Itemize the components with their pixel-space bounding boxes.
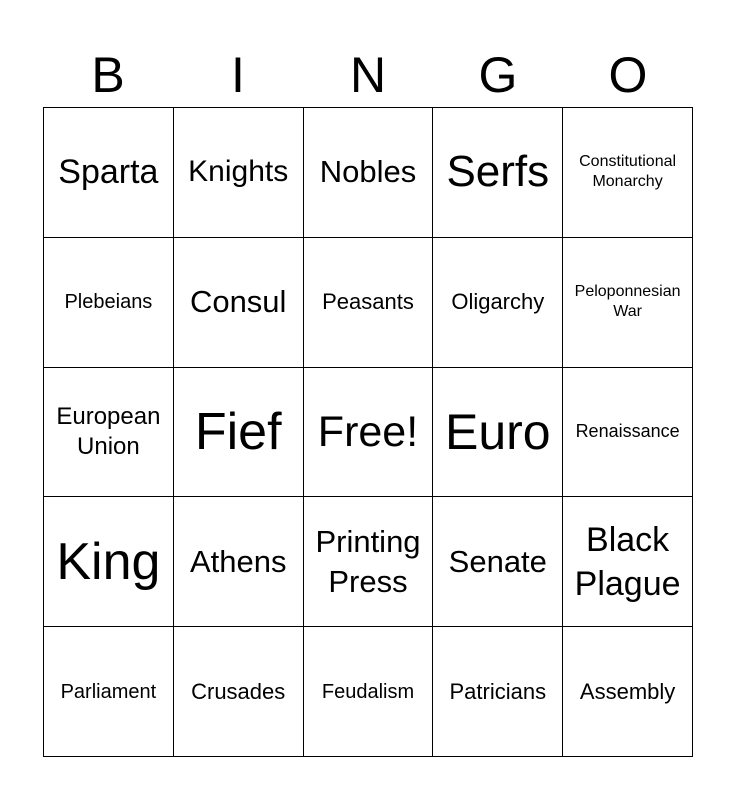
bingo-cell xyxy=(563,108,693,238)
cell-label: Euro xyxy=(444,403,551,460)
bingo-cell xyxy=(304,238,434,368)
cell-label: Plebeians xyxy=(64,291,153,314)
cell-label: Crusades xyxy=(191,678,286,704)
bingo-cell xyxy=(44,497,174,627)
bingo-cell xyxy=(304,627,434,757)
cell-label: Constitutional Monarchy xyxy=(579,153,677,191)
cell-label: Parliament xyxy=(60,680,157,703)
bingo-cell xyxy=(563,497,693,627)
bingo-cell xyxy=(304,497,434,627)
bingo-cell xyxy=(563,238,693,368)
bingo-cell xyxy=(44,108,174,238)
header-letter-i: I xyxy=(231,47,245,103)
bingo-cell xyxy=(44,238,174,368)
bingo-cell xyxy=(174,238,304,368)
cell-label: Black Plague xyxy=(574,520,681,603)
cell-label: Athens xyxy=(189,543,287,579)
bingo-header xyxy=(43,44,693,106)
cell-label: Printing Press xyxy=(315,523,421,599)
header-letter-g: G xyxy=(478,47,518,103)
cell-label: Patricians xyxy=(449,678,547,704)
bingo-cell xyxy=(174,368,304,498)
cell-label: Sparta xyxy=(58,153,159,192)
bingo-cell xyxy=(433,497,563,627)
bingo-cell xyxy=(174,627,304,757)
cell-label: Renaissance xyxy=(575,421,680,442)
bingo-cell xyxy=(304,108,434,238)
cell-label: Consul xyxy=(189,284,287,320)
cell-label: Peasants xyxy=(322,289,414,315)
bingo-cell xyxy=(304,368,434,498)
bingo-cell xyxy=(433,627,563,757)
cell-label: Feudalism xyxy=(321,680,415,703)
cell-label: Peloponnesian War xyxy=(574,283,681,321)
cell-label: Senate xyxy=(448,543,547,579)
cell-label: Assembly xyxy=(579,678,676,704)
bingo-cell xyxy=(433,368,563,498)
cell-label: King xyxy=(56,532,161,591)
cell-label: European Union xyxy=(56,402,161,460)
header-letter-n: N xyxy=(349,47,387,103)
cell-label: Fief xyxy=(194,402,282,461)
cell-label: Free! xyxy=(317,407,419,456)
header-letter-o: O xyxy=(608,47,648,103)
bingo-cell xyxy=(44,368,174,498)
cell-label: Nobles xyxy=(319,154,417,190)
cell-label: Oligarchy xyxy=(451,289,545,315)
bingo-cell xyxy=(44,627,174,757)
bingo-cell xyxy=(174,108,304,238)
bingo-cell xyxy=(563,627,693,757)
cell-label: Knights xyxy=(188,155,289,189)
cell-label: Serfs xyxy=(446,147,550,197)
bingo-cell xyxy=(563,368,693,498)
bingo-cell xyxy=(433,238,563,368)
bingo-grid xyxy=(43,107,693,757)
header-letter-b: B xyxy=(91,47,125,103)
bingo-cell xyxy=(433,108,563,238)
bingo-cell xyxy=(174,497,304,627)
